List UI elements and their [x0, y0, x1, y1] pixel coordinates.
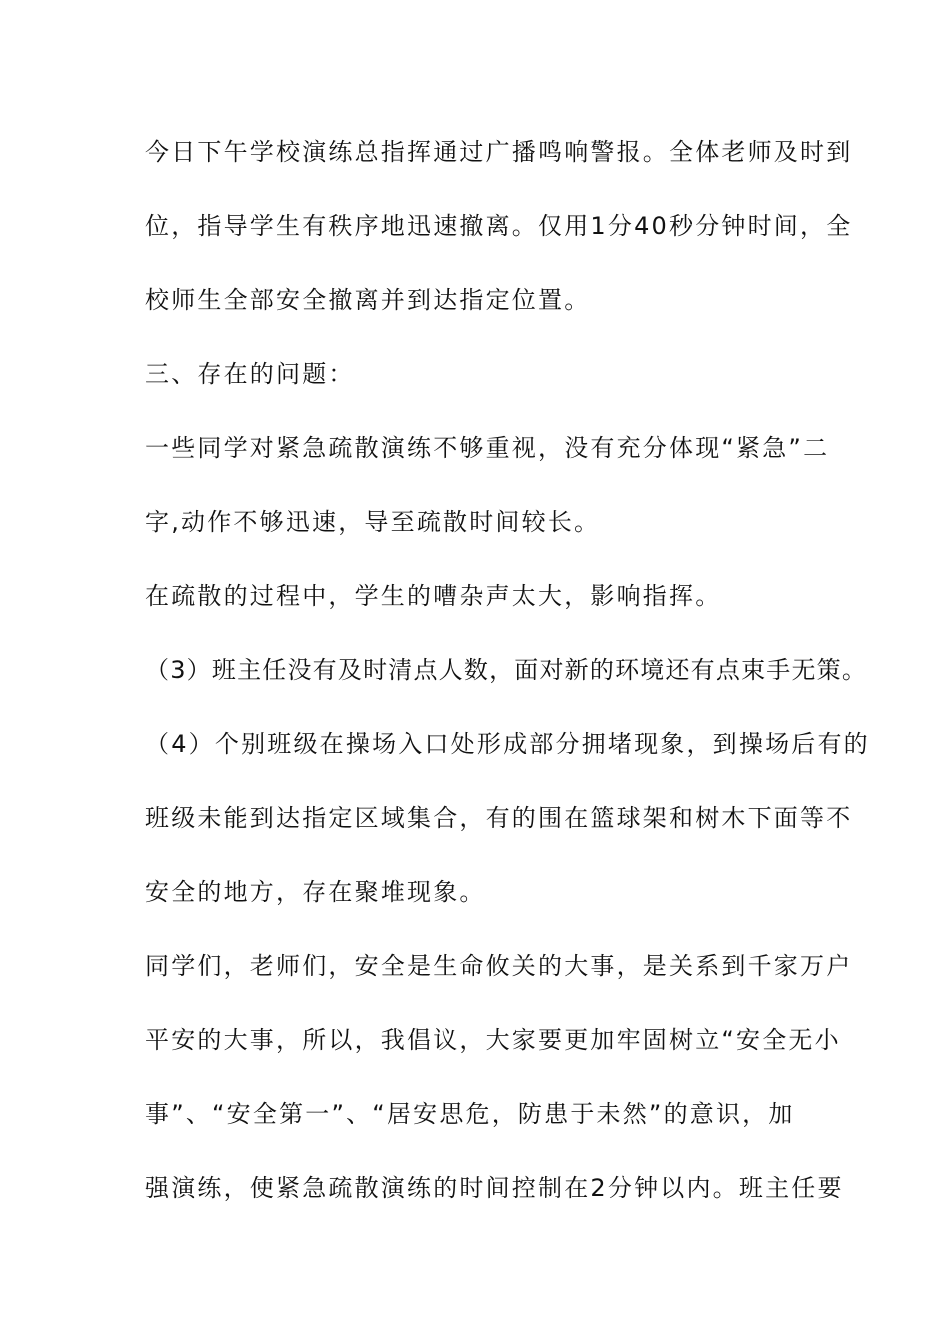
text-line: 位，指导学生有秩序地迅速撤离。仅用1分40秒分钟时间，全	[145, 212, 853, 240]
text-line: 同学们，老师们，安全是生命攸关的大事，是关系到千家万户	[145, 952, 853, 980]
text-line: 一些同学对紧急疏散演练不够重视，没有充分体现“紧急”二	[145, 434, 830, 462]
text-line: 班级未能到达指定区域集合，有的围在篮球架和树木下面等不	[145, 804, 853, 832]
text-line: （4）个别班级在操场入口处形成部分拥堵现象，到操场后有的	[145, 730, 870, 758]
text-line: 字,动作不够迅速，导至疏散时间较长。	[145, 508, 601, 536]
text-line: 强演练，使紧急疏散演练的时间控制在2分钟以内。班主任要	[145, 1174, 844, 1202]
text-line: 平安的大事，所以，我倡议，大家要更加牢固树立“安全无小	[145, 1026, 841, 1054]
text-line: （3）班主任没有及时清点人数，面对新的环境还有点束手无策。	[145, 656, 868, 684]
section-heading: 三、存在的问题：	[145, 360, 355, 388]
text-line: 事”、“安全第一”、“居安思危，防患于未然”的意识，加	[145, 1100, 795, 1128]
text-line: 安全的地方，存在聚堆现象。	[145, 878, 486, 906]
text-line: 在疏散的过程中，学生的嘈杂声太大，影响指挥。	[145, 582, 722, 610]
text-line: 校师生全部安全撤离并到达指定位置。	[145, 286, 591, 314]
text-line: 今日下午学校演练总指挥通过广播鸣响警报。全体老师及时到	[145, 138, 853, 166]
